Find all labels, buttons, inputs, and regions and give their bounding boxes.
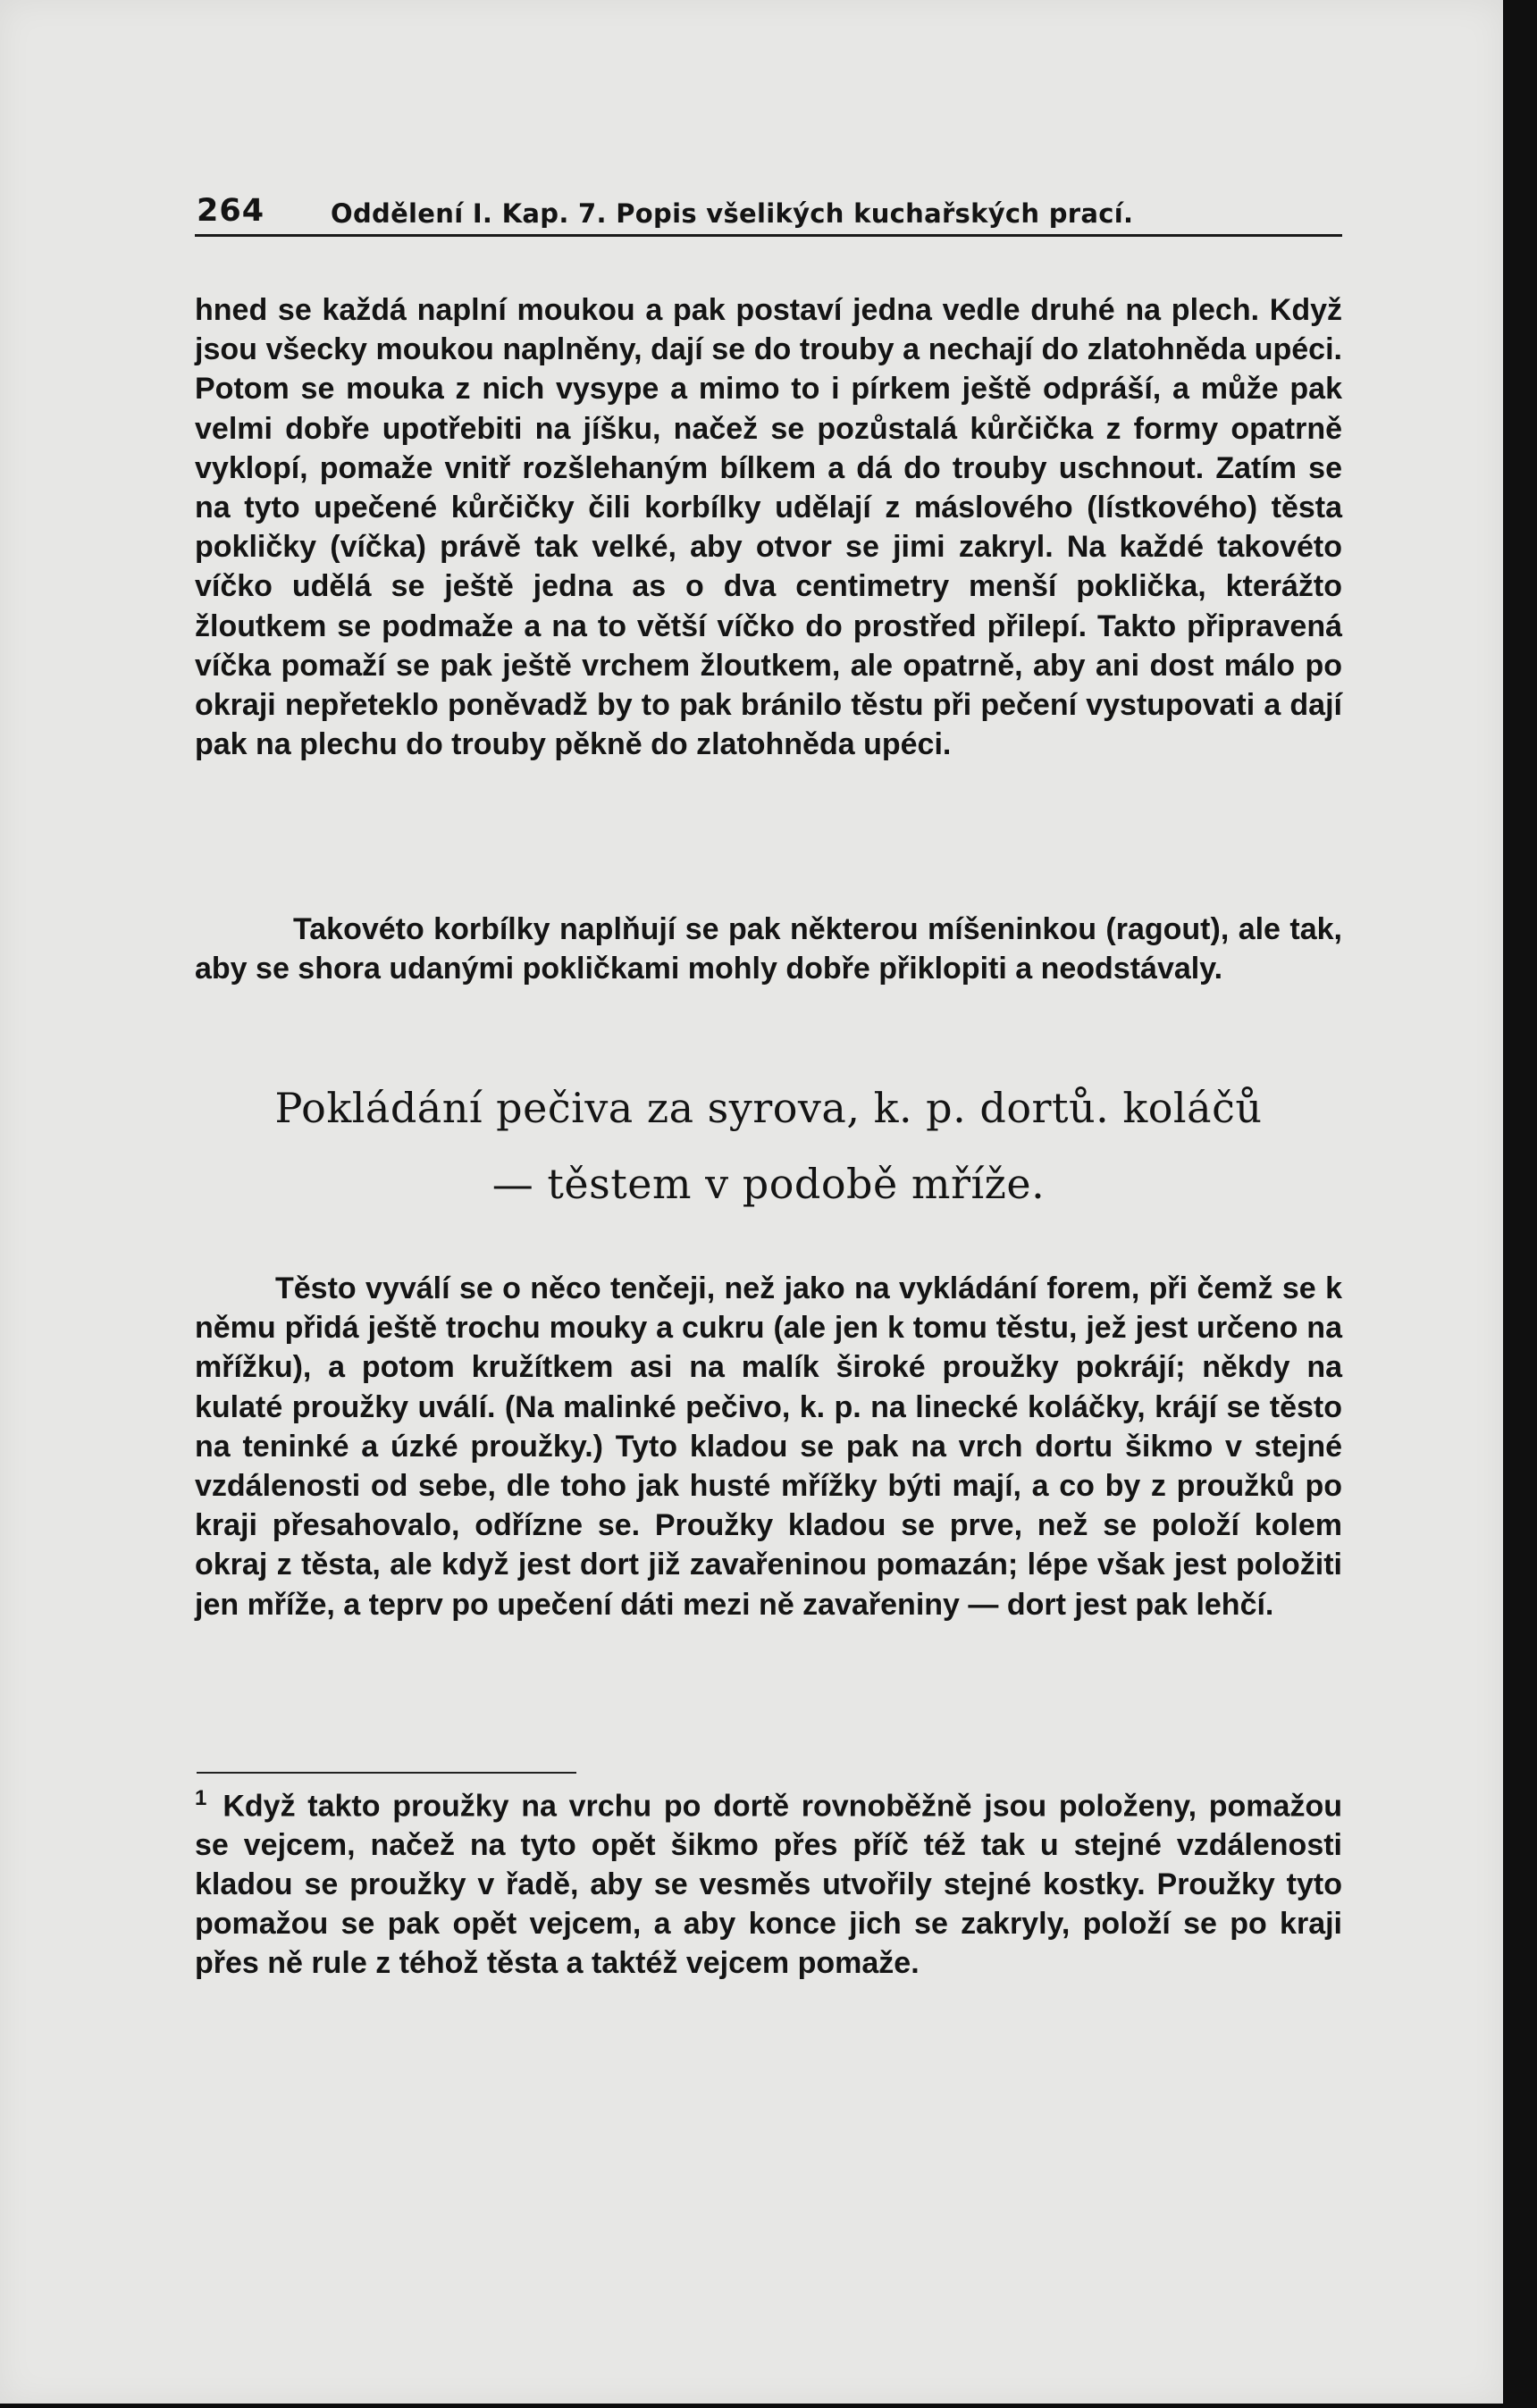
- footnote-marker: 1: [195, 1786, 207, 1810]
- paragraph-ragout: Takovéto korbílky naplňují se pak některou míšeninkou (ragout), ale tak, aby se shora udanými pokličkami mohly dobře přiklopiti a neodstávaly.: [195, 912, 1342, 986]
- page-number: 264: [197, 193, 265, 229]
- paragraph-continuation: hned se každá naplní moukou a pak postaví jedna vedle druhé na plech. Když jsou všecky moukou naplněny, dají se do trouby a nechají do zlatohněda upéci. Potom se mouka z nich vysype a mimo to i pírkem ještě odpráší, a může pak velmi dobře upotřebiti na jíšku, načež se pozůstalá kůrčička z formy opatrně vyklopí, pomaže vnitř rozšlehaným bílkem a dá do trouby uschnout. Zatím se na tyto upečené kůrčičky čili korbílky udělají z máslového (lístkového) těsta pokličky (víčka) právě tak velké, aby otvor se jimi zakryl. Na každé takovéto víčko udělá se ještě jedna as o dva centimetry menší poklička, kterážto žloutkem se podmaže a na to větší víčko do prostřed přilepí. Takto připravená víčka pomaží se pak ještě vrchem žloutkem, ale opatrně, aby ani dost málo po okraji nepřeteklo poněvadž by to pak bránilo těstu při pečení vystupovati a dají pak na plechu do trouby pěkně do zlatohněda upéci.: [195, 293, 1342, 762]
- footnote: [195, 1779, 1342, 1983]
- footnote-divider: [197, 1772, 576, 1774]
- section-title-line1: Pokládání pečiva za syrova, k. p. dortů. koláčů: [274, 1084, 1263, 1132]
- section-paragraph: Těsto vyválí se o něco tenčeji, než jako na vykládání forem, při čemž se k němu přidá ještě trochu mouky a cukru (ale jen k tomu těstu, jež jest určeno na mřížku), a potom kružítkem asi na malík široké proužky pokrájí; někdy na kulaté proužky uválí. (Na malinké pečivo, k. p. na linecké koláčky, krájí se těsto na teninké a úzké proužky.) Tyto kladou se pak na vrch dortu šikmo v stejné vzdálenosti od sebe, dle toho jak husté mřížky býti mají, a co by z proužků po kraji přesahovalo, odřízne se. Proužky kladou se prve, než se položí kolem okraj z těsta, ale když jest dort již zavařeninou pomazán; lépe však jest položiti jen mříže, a teprv po upečení dáti mezi ně zavařeniny — dort jest pak lehčí.: [195, 1271, 1342, 1622]
- section-title-line2: — těstem v podobě mříže.: [491, 1160, 1046, 1208]
- footnote-text: Když takto proužky na vrchu po dortě rovnoběžně jsou položeny, pomažou se vejcem, načež na tyto opět šikmo přes příč též tak u stejné vzdálenosti kladou se proužky v řadě, aby se vesměs utvořily stejné kostky. Proužky tyto pomažou se pak opět vejcem, a aby konce jich se zakryly, položí se po kraji přes ně rule z téhož těsta a taktéž vejcem pomaže.: [195, 1789, 1342, 1981]
- page-header: [195, 189, 1342, 237]
- running-head: Oddělení I. Kap. 7. Popis všelikých kuchařských prací.: [331, 198, 1134, 229]
- scan-edge: [1503, 0, 1537, 2408]
